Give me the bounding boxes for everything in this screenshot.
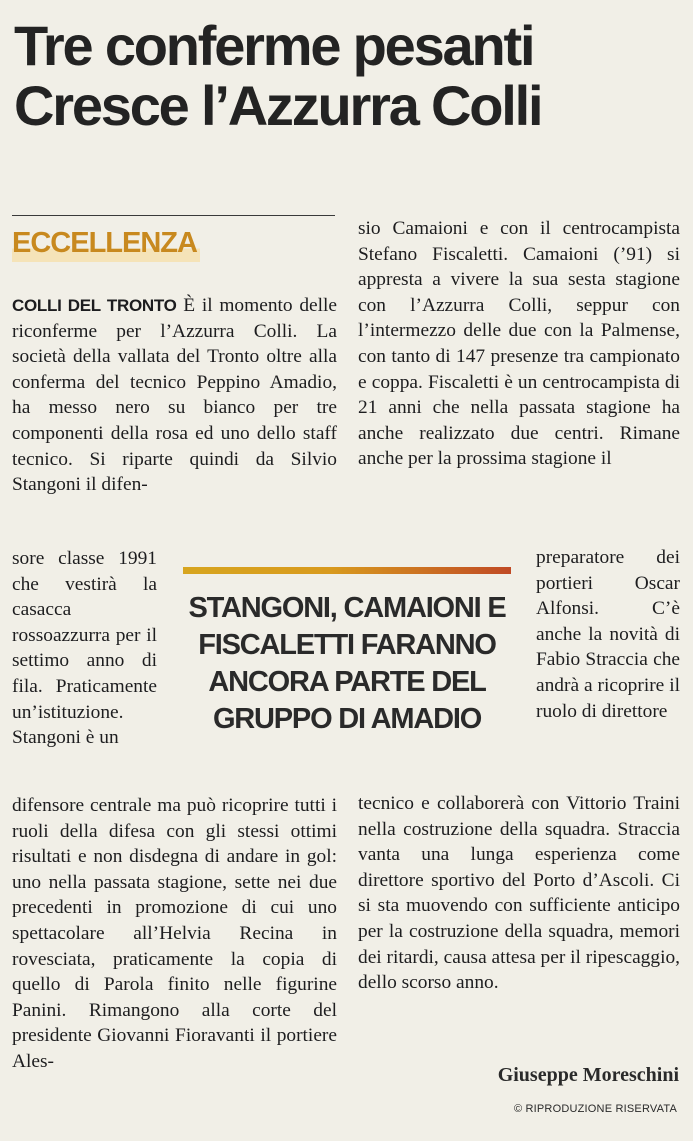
body-text: È il momento delle riconferme per l’Azzurra Colli. La società della vallata del Tronto oltre alla conferma del tecnico Peppino Amadio, ha messo nero su bianco per tre componenti della rosa ed uno dello staff tecnico. Si riparte quindi da Silvio Stangoni il difen- <box>12 295 337 496</box>
headline-line-2: Cresce l’Azzurra Colli <box>14 74 542 137</box>
body-column-2-top <box>358 216 680 472</box>
body-text: sio Camaioni e con il centrocampista Stefano Fiscaletti. Camaioni (’91) si appresta a vivere la sua sesta stagione con l’Azzurra Colli, seppur con l’intermezzo delle due con la Palmense, con tanto di 147 presenze tra campionato e coppa. Fiscaletti è un centrocampista di 21 anni che nella passata stagione ha anche realizzato due centri. Rimane anche per la prossima stagione il <box>358 218 680 470</box>
body-text: difensore centrale ma può ricoprire tutti i ruoli della difesa con gli stessi ottimi risultati e non disdegna di andare in gol: uno nella passata stagione, sette nei due precedenti in promozione di cui uno spettacolare all’Helvia Recina in rovesciata, praticamente la copia di quello di Parola finito nelle figurine Panini. Rimangono alla corte del presidente Giovanni Fioravanti il portiere Ales- <box>12 795 337 1072</box>
dateline: COLLI DEL TRONTO <box>12 296 177 315</box>
pull-quote <box>183 567 511 738</box>
body-column-1-bottom <box>12 793 337 1075</box>
body-column-1-wrap <box>12 546 157 751</box>
body-text: tecnico e collaborerà con Vittorio Traini nella costruzione della squadra. Straccia vanta una lunga esperienza come direttore sportivo del Porto d’Ascoli. Ci si sta muovendo con sufficiente anticipo per la costruzione della squadra, memori dei ritardi, causa attesa per il ripescaggio, dello scorso anno. <box>358 793 680 994</box>
body-column-1-top <box>12 293 337 498</box>
body-text: sore classe 1991 che vestirà la casacca rossoazzurra per il settimo anno di fila. Praticamente un’istituzione. Stangoni è un <box>12 548 157 749</box>
section-label: ECCELLENZA <box>12 227 200 262</box>
headline <box>14 16 684 136</box>
pull-quote-accent-bar <box>183 567 511 574</box>
copyright-notice: © RIPRODUZIONE RISERVATA <box>513 1103 677 1115</box>
byline: Giuseppe Moreschini <box>497 1064 679 1086</box>
headline-line-1: Tre conferme pesanti <box>14 14 534 77</box>
body-column-2-bottom <box>358 791 680 996</box>
section-rule <box>12 215 335 216</box>
pull-quote-text: STANGONI, CAMAIONI E FISCALETTI FARANNO ANCORA PARTE DEL GRUPPO DI AMADIO <box>188 592 506 735</box>
body-text: preparatore dei portieri Oscar Alfonsi. C’è anche la novità di Fabio Straccia che andrà a ricoprire il ruolo di direttore <box>536 547 680 722</box>
body-column-2-wrap <box>536 545 680 724</box>
